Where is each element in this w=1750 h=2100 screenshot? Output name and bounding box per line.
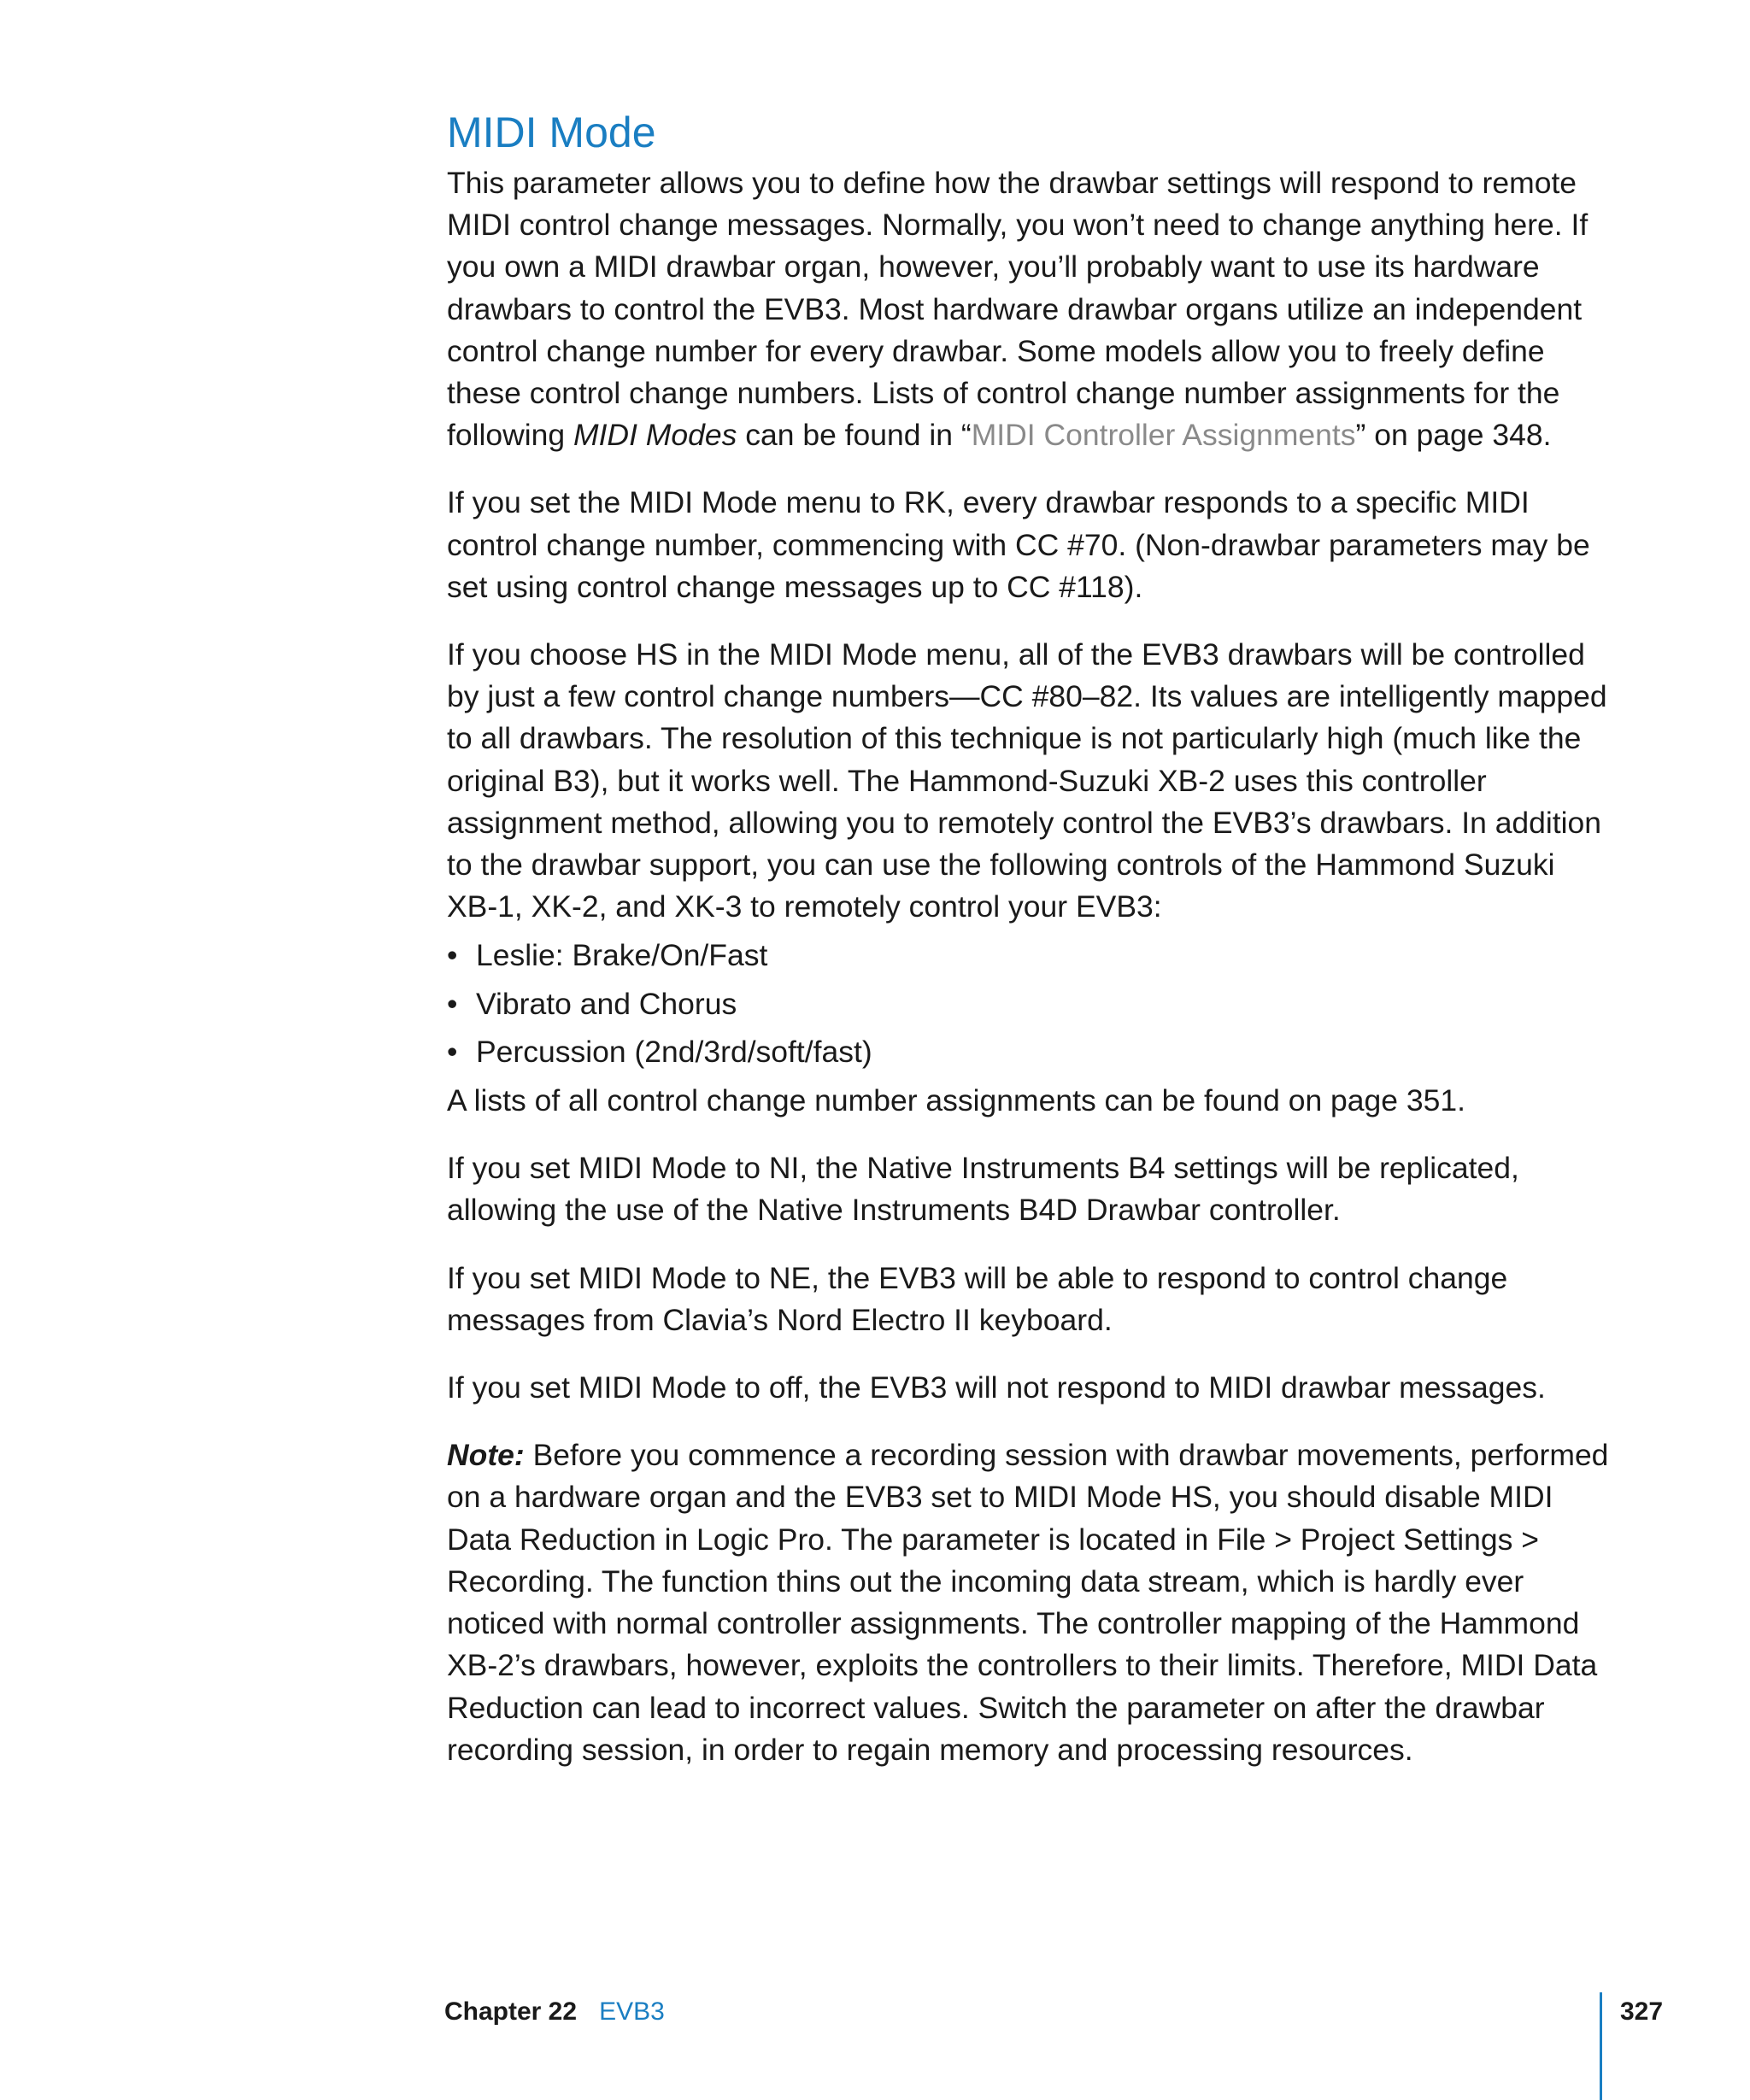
paragraph-ni: If you set MIDI Mode to NI, the Native Instruments B4 settings will be replicated, allowing the use of the Native Instruments B4D Drawbar controller.	[447, 1151, 1519, 1228]
paragraph-rk: If you set the MIDI Mode menu to RK, every drawbar responds to a specific MIDI control change number, commencing with CC #70. (Non-drawbar parameters may be set using control change messages up to CC #118).	[447, 485, 1590, 604]
paragraph-ne: If you set MIDI Mode to NE, the EVB3 will be able to respond to control change messages from Clavia’s Nord Electro II keyboard.	[447, 1260, 1508, 1337]
page-number: 327	[1620, 1997, 1664, 2026]
list-item	[447, 935, 1609, 977]
footer-divider	[1600, 1992, 1602, 2100]
footer-chapter: Chapter 22	[444, 1997, 578, 2026]
paragraph-hs: If you choose HS in the MIDI Mode menu, all of the EVB3 drawbars will be controlled by just a few control change numbers—CC #80–82. Its values are intelligently mapped to all drawbars. The resolution of this technique is not particularly high (much like the original B3), but it works well. The Hammond-Suzuki XB-2 uses this controller assignment method, allowing you to remotely control the EVB3’s drawbars. In addition to the drawbar support, you can use the following controls of the Hammond Suzuki XB-1, XK-2, and XK-3 to remotely control your EVB3:	[447, 637, 1607, 924]
section-heading: MIDI Mode	[447, 109, 656, 156]
page-content	[447, 103, 1609, 1797]
list-item	[447, 1031, 1609, 1073]
footer-section-link[interactable]: EVB3	[599, 1997, 665, 2026]
midi-controller-assignments-link[interactable]: MIDI Controller Assignments	[971, 418, 1356, 453]
bullet-dot: •	[447, 1034, 458, 1069]
paragraph-off: If you set MIDI Mode to off, the EVB3 will not respond to MIDI drawbar messages.	[447, 1370, 1546, 1405]
intro-middle: can be found in “	[737, 418, 972, 453]
intro-italic: MIDI Modes	[573, 418, 737, 453]
intro-after-link: ” on page 348.	[1355, 418, 1552, 453]
list-item-text: Percussion (2nd/3rd/soft/fast)	[476, 1034, 872, 1069]
bullet-dot: •	[447, 986, 458, 1021]
list-item-text: Vibrato and Chorus	[476, 986, 737, 1021]
list-item-text: Leslie: Brake/On/Fast	[476, 938, 768, 973]
list-item	[447, 983, 1609, 1025]
controls-list	[447, 935, 1609, 1073]
intro-text: This parameter allows you to define how the drawbar settings will respond to remote MIDI control change messages. Normally, you won’t need to change anything here. If you own a MIDI drawbar organ, however, you’ll probably want to use its hardware drawbars to control the EVB3. Most hardware drawbar organs utilize an independent control change number for every drawbar. Some models allow you to freely define these control change numbers. Lists of control change number assignments for the following	[447, 166, 1589, 453]
note-text: Before you commence a recording session with drawbar movements, performed on a hardware organ and the EVB3 set to MIDI Mode HS, you should disable MIDI Data Reduction in Logic Pro. The parameter is located in File > Project Settings > Recording. The function thins out the incoming data stream, which is hardly ever noticed with normal controller assignments. The controller mapping of the Hammond XB-2’s drawbars, however, exploits the controllers to their limits. Therefore, MIDI Data Reduction can lead to incorrect values. Switch the parameter on after the drawbar recording session, in order to regain memory and processing resources.	[447, 1438, 1609, 1767]
note-paragraph	[447, 1434, 1609, 1771]
bullet-dot: •	[447, 938, 458, 973]
paragraph-intro	[447, 162, 1609, 456]
paragraph-assignments: A lists of all control change number assignments can be found on page 351.	[447, 1083, 1465, 1118]
note-label: Note:	[447, 1438, 525, 1473]
page-footer	[444, 1997, 665, 2027]
